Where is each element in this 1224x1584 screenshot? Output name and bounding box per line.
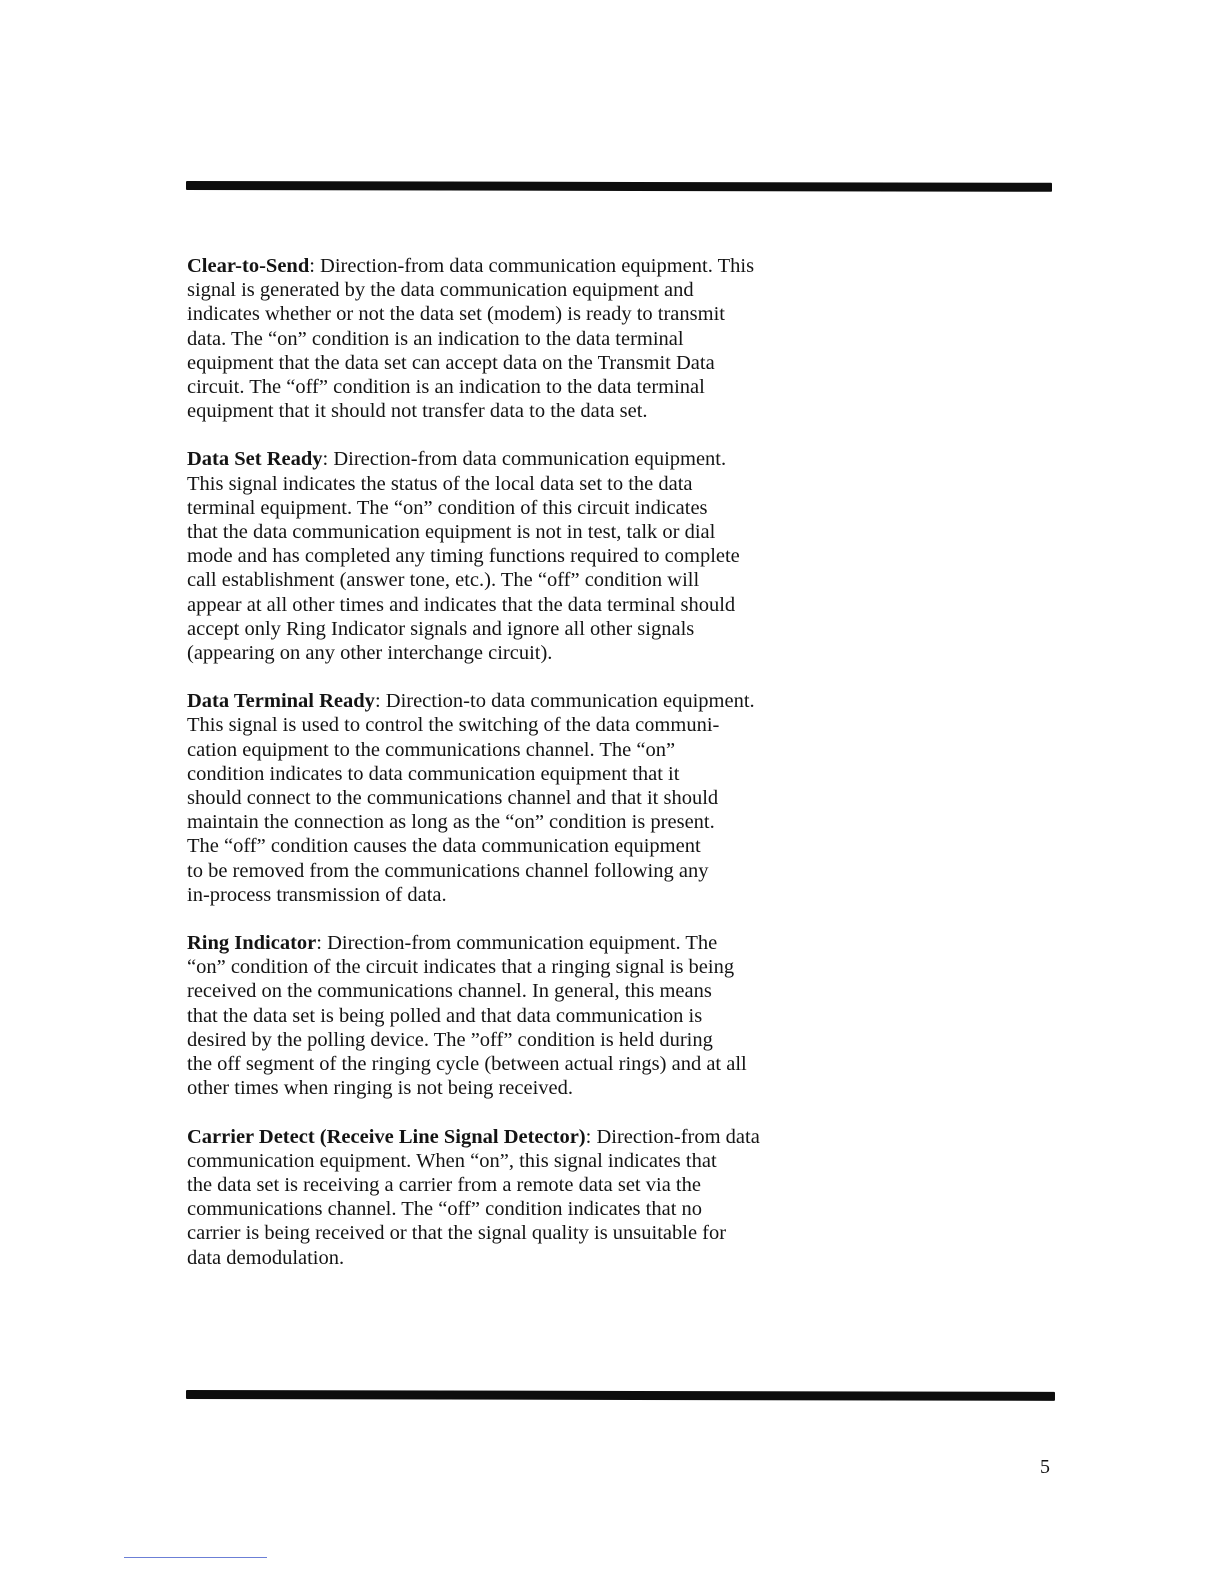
entry-line: This signal indicates the status of the local data set to the data [187,472,693,495]
page-number: 5 [1040,1456,1050,1478]
entry-line: terminal equipment. The “on” condition of this circuit indicates [187,496,708,519]
entry-first-line [187,1125,847,1149]
entry-line: should connect to the communications channel and that it should [187,787,719,810]
entry-term: Carrier Detect (Receive Line Signal Detector) [187,1125,586,1148]
entry-term: Clear-to-Send [187,255,310,277]
entry-line: : Direction-from data [585,1125,760,1148]
entry-line: that the data set is being polled and that data communication is [187,1004,703,1027]
entry-term: Data Terminal Ready [187,690,375,713]
entry-line: (appearing on any other interchange circuit). [187,642,553,665]
entry-line: : Direction-from data communication equipment. [322,448,727,471]
entry-data-set-ready [187,447,847,665]
entry-clear-to-send [187,254,847,423]
entry-line: data. The “on” condition is an indication to the data terminal [187,327,684,350]
entry-line: : Direction-from communication equipment. The [316,932,718,955]
entry-line: indicates whether or not the data set (modem) is ready to transmit [187,303,725,326]
footer-divider [124,1557,267,1558]
entry-ring-indicator [187,931,847,1100]
entry-term: Data Set Ready [187,448,323,471]
entry-line: received on the communications channel. In general, this means [187,980,712,1003]
entry-line: accept only Ring Indicator signals and ignore all other signals [187,617,695,640]
entry-line: signal is generated by the data communication equipment and [187,279,694,302]
entry-line: The “off” condition causes the data communication equipment [187,835,701,858]
bottom-horizontal-rule [186,1390,1055,1401]
entry-line: data demodulation. [187,1246,345,1269]
entry-term: Ring Indicator [187,932,317,955]
entry-line: to be removed from the communications channel following any [187,859,709,882]
entry-line: condition indicates to data communication equipment that it [187,762,680,785]
entry-line: communications channel. The “off” condition indicates that no [187,1198,703,1221]
entry-line: This signal is used to control the switching of the data communi- [187,714,720,737]
entry-line: carrier is being received or that the signal quality is unsuitable for [187,1222,727,1245]
entry-line: mode and has completed any timing functions required to complete [187,545,740,568]
entry-line: other times when ringing is not being received. [187,1077,573,1100]
entry-first-line [187,254,847,278]
top-horizontal-rule [186,181,1052,192]
entry-line: appear at all other times and indicates that the data terminal should [187,593,736,616]
entry-data-terminal-ready [187,689,847,907]
entry-line: communication equipment. When “on”, this signal indicates that [187,1149,717,1172]
entry-first-line [187,689,847,713]
entry-line: that the data communication equipment is not in test, talk or dial [187,521,716,544]
entry-line: equipment that it should not transfer data to the data set. [187,400,648,423]
entry-line: the off segment of the ringing cycle (between actual rings) and at all [187,1053,747,1076]
entry-line: circuit. The “off” condition is an indication to the data terminal [187,376,705,399]
entry-line: cation equipment to the communications channel. The “on” [187,738,676,761]
entry-line: the data set is receiving a carrier from a remote data set via the [187,1173,701,1196]
entry-line: “on” condition of the circuit indicates that a ringing signal is being [187,956,735,979]
entry-line: in-process transmission of data. [187,883,447,906]
document-body [187,254,847,1294]
entry-line: desired by the polling device. The ”off” condition is held during [187,1028,713,1051]
entry-first-line [187,447,847,471]
entry-line: maintain the connection as long as the “on” condition is present. [187,811,715,834]
entry-line: : Direction-from data communication equipment. This [309,255,755,277]
entry-first-line [187,931,847,955]
entry-line: call establishment (answer tone, etc.). The “off” condition will [187,569,700,592]
entry-carrier-detect [187,1125,847,1270]
entry-line: equipment that the data set can accept data on the Transmit Data [187,351,715,374]
entry-line: : Direction-to data communication equipment. [374,690,755,713]
